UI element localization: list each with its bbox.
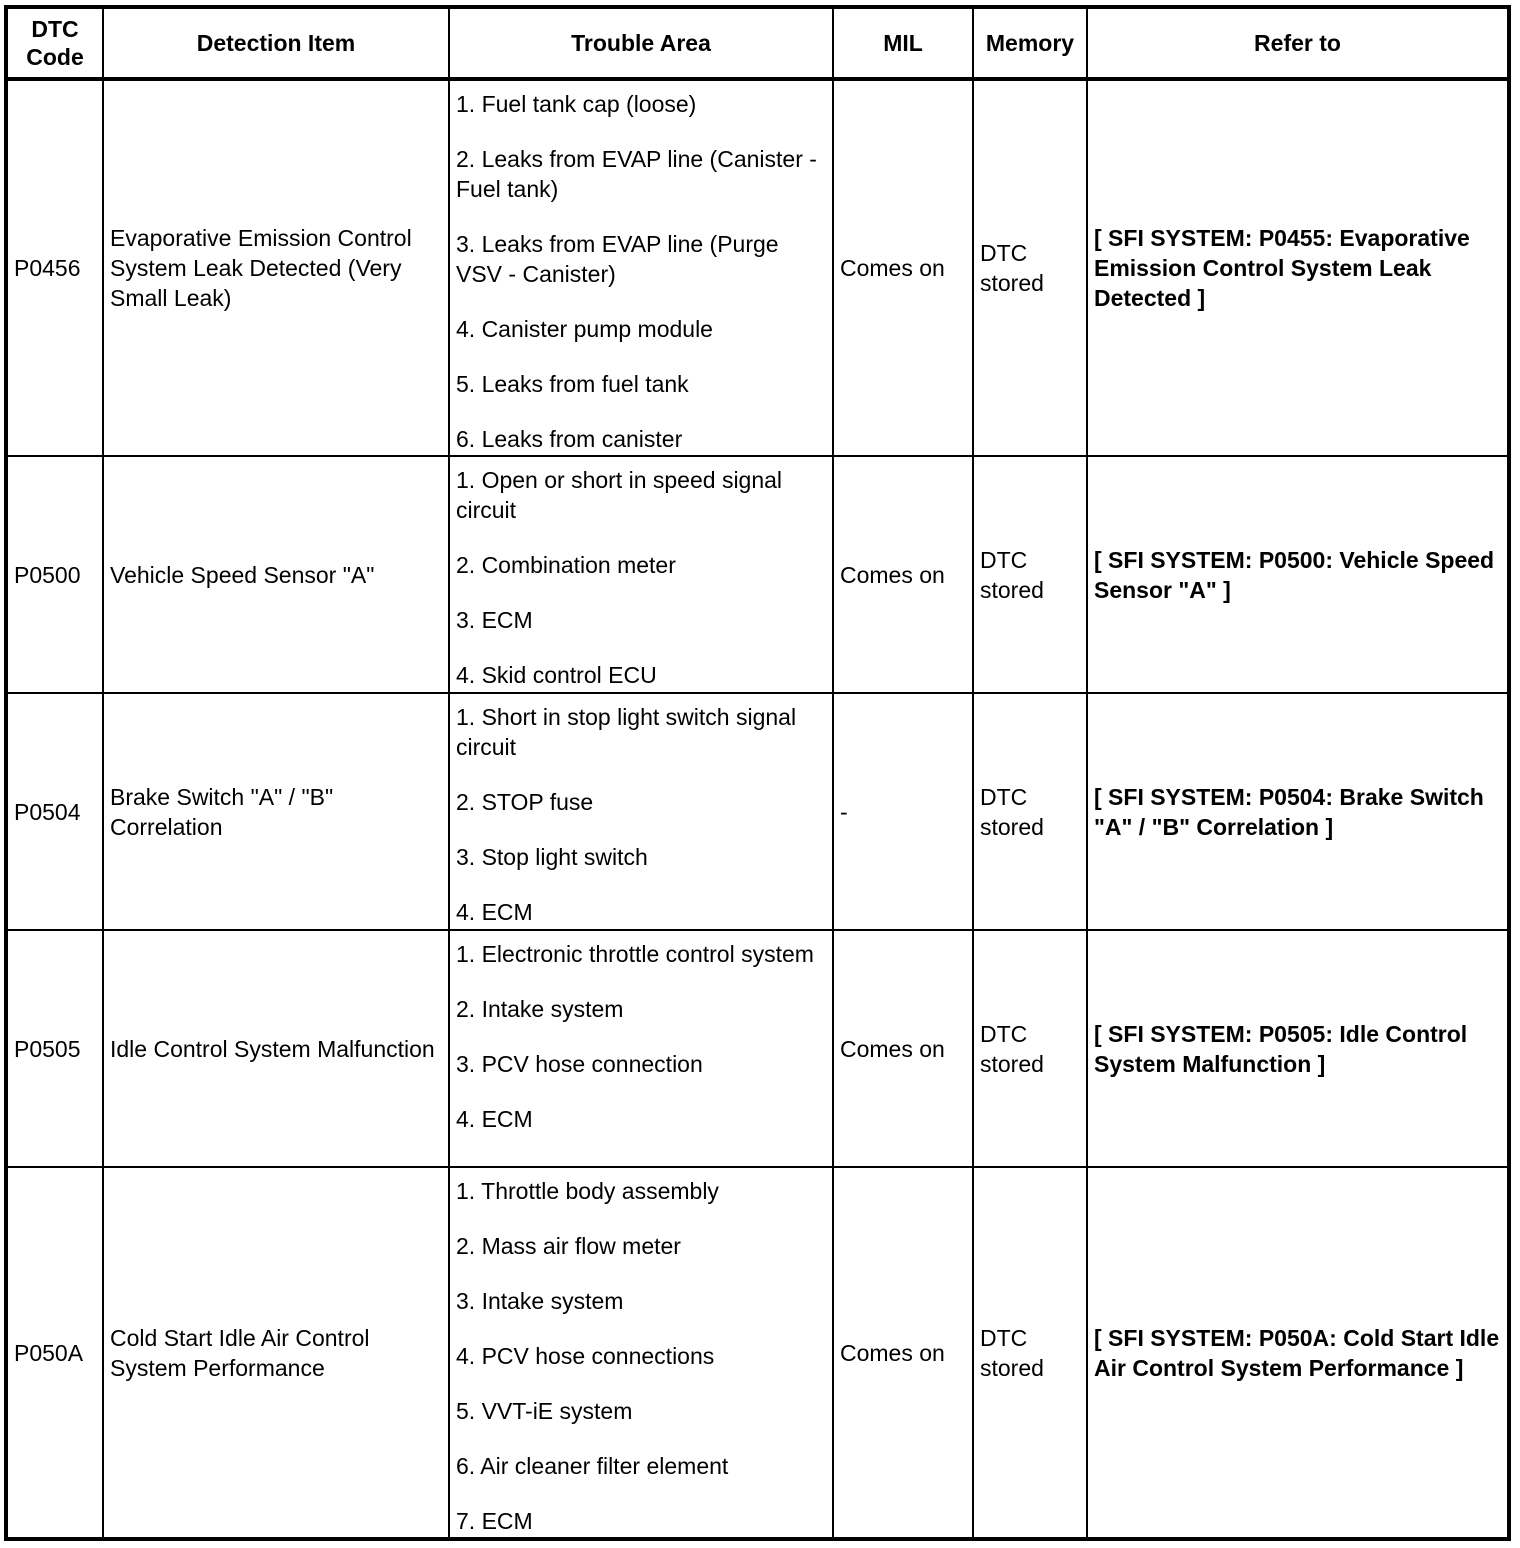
trouble-list — [456, 465, 826, 690]
detection-item-cell: Vehicle Speed Sensor "A" — [103, 456, 449, 693]
trouble-item: 2. Combination meter — [456, 552, 676, 578]
dtc-code-cell: P0500 — [6, 456, 103, 693]
mil-cell: Comes on — [833, 456, 973, 693]
mil-cell: Comes on — [833, 79, 973, 456]
header-dtc-code-line1: DTC — [31, 16, 79, 42]
trouble-item: 2. Mass air flow meter — [456, 1233, 681, 1259]
trouble-item: 4. Canister pump module — [456, 316, 713, 342]
header-mil: MIL — [833, 7, 973, 79]
trouble-item: 6. Leaks from canister — [456, 426, 683, 452]
header-refer-to: Refer to — [1087, 7, 1509, 79]
trouble-list — [456, 89, 826, 454]
trouble-item: 7. ECM — [456, 1508, 533, 1534]
header-row — [6, 7, 1509, 79]
trouble-item: 1. Throttle body assembly — [456, 1178, 719, 1204]
trouble-item: 3. Stop light switch — [456, 844, 648, 870]
trouble-item: 3. Intake system — [456, 1288, 624, 1314]
trouble-list — [456, 1176, 826, 1536]
detection-item-cell: Brake Switch "A" / "B" Correlation — [103, 693, 449, 930]
trouble-list — [456, 939, 826, 1134]
trouble-item: 3. PCV hose connection — [456, 1051, 703, 1077]
header-detection-item: Detection Item — [103, 7, 449, 79]
header-dtc-code-line2: Code — [26, 44, 84, 70]
detection-item-cell: Evaporative Emission Control System Leak Detected (Very Small Leak) — [103, 79, 449, 456]
trouble-area-cell — [449, 1167, 833, 1539]
trouble-item: 1. Open or short in speed signal circuit — [456, 467, 783, 523]
trouble-item: 4. PCV hose connections — [456, 1343, 715, 1369]
trouble-item: 5. VVT-iE system — [456, 1398, 633, 1424]
trouble-item: 1. Short in stop light switch signal circuit — [456, 704, 797, 760]
detection-item-cell: Cold Start Idle Air Control System Performance — [103, 1167, 449, 1539]
dtc-code-cell: P050A — [6, 1167, 103, 1539]
trouble-item: 4. ECM — [456, 899, 533, 925]
dtc-code-cell: P0505 — [6, 930, 103, 1167]
trouble-area-cell — [449, 79, 833, 456]
trouble-item: 4. ECM — [456, 1106, 533, 1132]
refer-to-cell: [ SFI SYSTEM: P050A: Cold Start Idle Air Control System Performance ] — [1087, 1167, 1509, 1539]
dtc-code-cell: P0504 — [6, 693, 103, 930]
mil-cell: - — [833, 693, 973, 930]
table-header — [6, 7, 1509, 79]
memory-cell: DTC stored — [973, 79, 1087, 456]
trouble-item: 3. Leaks from EVAP line (Purge VSV - Canister) — [456, 231, 779, 287]
header-memory: Memory — [973, 7, 1087, 79]
memory-cell: DTC stored — [973, 456, 1087, 693]
trouble-area-cell — [449, 693, 833, 930]
trouble-item: 6. Air cleaner filter element — [456, 1453, 729, 1479]
mil-cell: Comes on — [833, 1167, 973, 1539]
trouble-item: 2. STOP fuse — [456, 789, 594, 815]
trouble-item: 2. Leaks from EVAP line (Canister - Fuel tank) — [456, 146, 817, 202]
table-row — [6, 79, 1509, 456]
mil-cell: Comes on — [833, 930, 973, 1167]
trouble-item: 5. Leaks from fuel tank — [456, 371, 689, 397]
table-body — [6, 79, 1509, 1539]
trouble-item: 1. Electronic throttle control system — [456, 941, 814, 967]
memory-cell: DTC stored — [973, 930, 1087, 1167]
trouble-item: 3. ECM — [456, 607, 533, 633]
detection-item-cell: Idle Control System Malfunction — [103, 930, 449, 1167]
header-trouble-area: Trouble Area — [449, 7, 833, 79]
refer-to-cell: [ SFI SYSTEM: P0455: Evaporative Emission Control System Leak Detected ] — [1087, 79, 1509, 456]
memory-cell: DTC stored — [973, 1167, 1087, 1539]
memory-cell: DTC stored — [973, 693, 1087, 930]
trouble-list — [456, 702, 826, 927]
trouble-item: 1. Fuel tank cap (loose) — [456, 91, 697, 117]
dtc-code-cell: P0456 — [6, 79, 103, 456]
trouble-area-cell — [449, 930, 833, 1167]
refer-to-cell: [ SFI SYSTEM: P0500: Vehicle Speed Sensor "A" ] — [1087, 456, 1509, 693]
trouble-item: 4. Skid control ECU — [456, 662, 657, 688]
dtc-table — [4, 5, 1511, 1541]
header-dtc-code — [6, 7, 103, 79]
trouble-area-cell — [449, 456, 833, 693]
refer-to-cell: [ SFI SYSTEM: P0505: Idle Control System Malfunction ] — [1087, 930, 1509, 1167]
trouble-item: 2. Intake system — [456, 996, 624, 1022]
table-row — [6, 693, 1509, 930]
table-row — [6, 1167, 1509, 1539]
table-row — [6, 456, 1509, 693]
table-row — [6, 930, 1509, 1167]
refer-to-cell: [ SFI SYSTEM: P0504: Brake Switch "A" / "B" Correlation ] — [1087, 693, 1509, 930]
